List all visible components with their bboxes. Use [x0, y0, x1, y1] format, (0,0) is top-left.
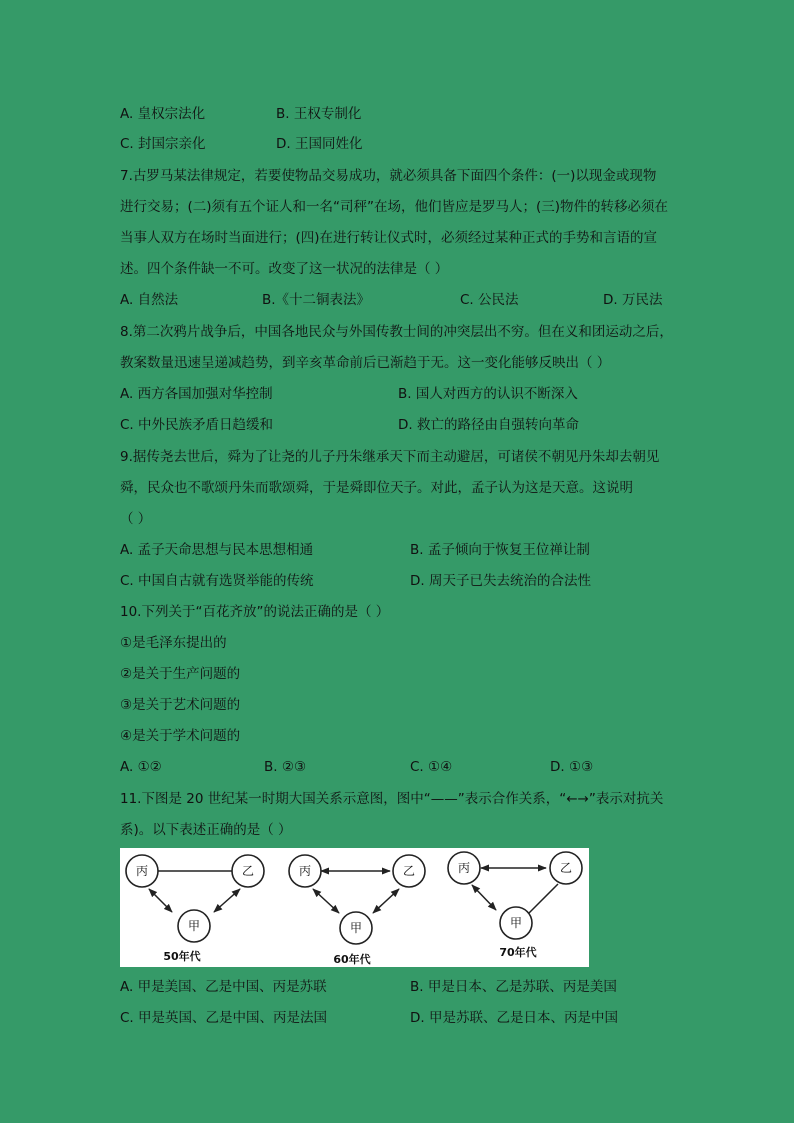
p3-caption: 70年代	[499, 946, 537, 959]
q7-stem-line-3: 当事人双方在场时当面进行；(四)在进行转让仪式时，必须经过某种正式的手势和言语的宣	[120, 230, 658, 246]
q9-stem-line-3: （ ）	[120, 511, 152, 527]
q8-option-a[interactable]: A. 西方各国加强对华控制	[120, 386, 273, 402]
p2-bing-jia-opposition-arrow	[313, 889, 339, 913]
p1-label-yi: 乙	[241, 864, 255, 878]
q10-item-3: ③是关于艺术问题的	[120, 697, 241, 713]
p1-bing-jia-opposition-arrow	[149, 889, 172, 912]
q9-stem-line-2: 舜，民众也不歌颂丹朱而歌颂舜，于是舜即位天子。对此，孟子认为这是天意。这说明	[120, 480, 633, 496]
q10-stem: 10.下列关于“百花齐放”的说法正确的是（ ）	[120, 604, 390, 620]
q9-option-b[interactable]: B. 孟子倾向于恢复王位禅让制	[410, 542, 590, 558]
q9-stem-line-1: 9.据传尧去世后，舜为了让尧的儿子丹朱继承天下而主动避居，可诸侯不朝见丹朱却去朝见	[120, 449, 660, 465]
q7-option-b[interactable]: B.《十二铜表法》	[262, 292, 371, 308]
q6-option-a[interactable]: A. 皇权宗法化	[120, 106, 206, 122]
p2-label-yi: 乙	[402, 864, 416, 878]
q6-option-d[interactable]: D. 王国同姓化	[276, 136, 363, 152]
q9-option-a[interactable]: A. 孟子天命思想与民本思想相通	[120, 542, 314, 558]
p2-label-jia: 甲	[349, 921, 363, 935]
panel-1950s	[126, 855, 264, 963]
q6-option-b[interactable]: B. 王权专制化	[276, 106, 362, 122]
q7-stem-line-4: 述。四个条件缺一不可。改变了这一状况的法律是（ ）	[120, 261, 449, 277]
p1-label-jia: 甲	[187, 919, 201, 933]
q8-option-b[interactable]: B. 国人对西方的认识不断深入	[398, 386, 578, 402]
panel-1960s	[289, 855, 425, 966]
p3-yi-jia-cooperation-line	[528, 884, 558, 914]
q7-stem-line-1: 7.古罗马某法律规定，若要使物品交易成功，就必须具备下面四个条件：(一)以现金或现物	[120, 168, 657, 184]
q7-option-a[interactable]: A. 自然法	[120, 292, 179, 308]
q8-stem-line-1: 8.第二次鸦片战争后，中国各地民众与外国传教士间的冲突层出不穷。但在义和团运动之后，	[120, 324, 673, 340]
q6-option-c[interactable]: C. 封国宗亲化	[120, 136, 206, 152]
q11-option-d[interactable]: D. 甲是苏联、乙是日本、丙是中国	[410, 1010, 618, 1026]
p1-yi-jia-opposition-arrow	[214, 889, 240, 912]
q8-option-d[interactable]: D. 救亡的路径由自强转向革命	[398, 417, 579, 433]
q11-stem-line-1: 11.下图是 20 世纪某一时期大国关系示意图，图中“——”表示合作关系，“←→”表示对抗关	[120, 791, 664, 807]
q11-option-b[interactable]: B. 甲是日本、乙是苏联、丙是美国	[410, 979, 617, 995]
p2-label-bing: 丙	[298, 864, 312, 878]
q10-item-1: ①是毛泽东提出的	[120, 635, 227, 651]
q10-option-b[interactable]: B. ②③	[264, 759, 307, 775]
q7-option-d[interactable]: D. 万民法	[603, 292, 663, 308]
q8-option-c[interactable]: C. 中外民族矛盾日趋缓和	[120, 417, 274, 433]
panel-1970s	[448, 852, 582, 959]
q9-option-c[interactable]: C. 中国自古就有选贤举能的传统	[120, 573, 314, 589]
q10-option-d[interactable]: D. ①③	[550, 759, 594, 775]
q9-option-d[interactable]: D. 周天子已失去统治的合法性	[410, 573, 591, 589]
p2-yi-jia-opposition-arrow	[373, 889, 399, 913]
q10-option-c[interactable]: C. ①④	[410, 759, 453, 775]
q11-option-c[interactable]: C. 甲是英国、乙是中国、丙是法国	[120, 1010, 328, 1026]
q7-option-c[interactable]: C. 公民法	[460, 292, 519, 308]
p2-caption: 60年代	[333, 953, 371, 966]
q8-stem-line-2: 教案数量迅速呈递减趋势，到辛亥革命前后已渐趋于无。这一变化能够反映出（ ）	[120, 355, 611, 371]
q7-stem-line-2: 进行交易；(二)须有五个证人和一名“司秤”在场，他们皆应是罗马人；(三)物件的转移必须在	[120, 199, 669, 215]
great-power-relations-diagram	[120, 848, 589, 967]
p1-caption: 50年代	[163, 950, 201, 963]
diagram-svg	[120, 848, 589, 967]
p3-bing-jia-opposition-arrow	[472, 885, 496, 910]
p1-label-bing: 丙	[135, 864, 149, 878]
q10-item-4: ④是关于学术问题的	[120, 728, 241, 744]
q11-stem-line-2: 系)。以下表述正确的是（ ）	[120, 822, 292, 838]
p3-label-yi: 乙	[559, 861, 573, 875]
q10-item-2: ②是关于生产问题的	[120, 666, 241, 682]
p3-label-jia: 甲	[509, 916, 523, 930]
q11-option-a[interactable]: A. 甲是美国、乙是中国、丙是苏联	[120, 979, 327, 995]
q10-option-a[interactable]: A. ①②	[120, 759, 162, 775]
p3-label-bing: 丙	[457, 861, 471, 875]
